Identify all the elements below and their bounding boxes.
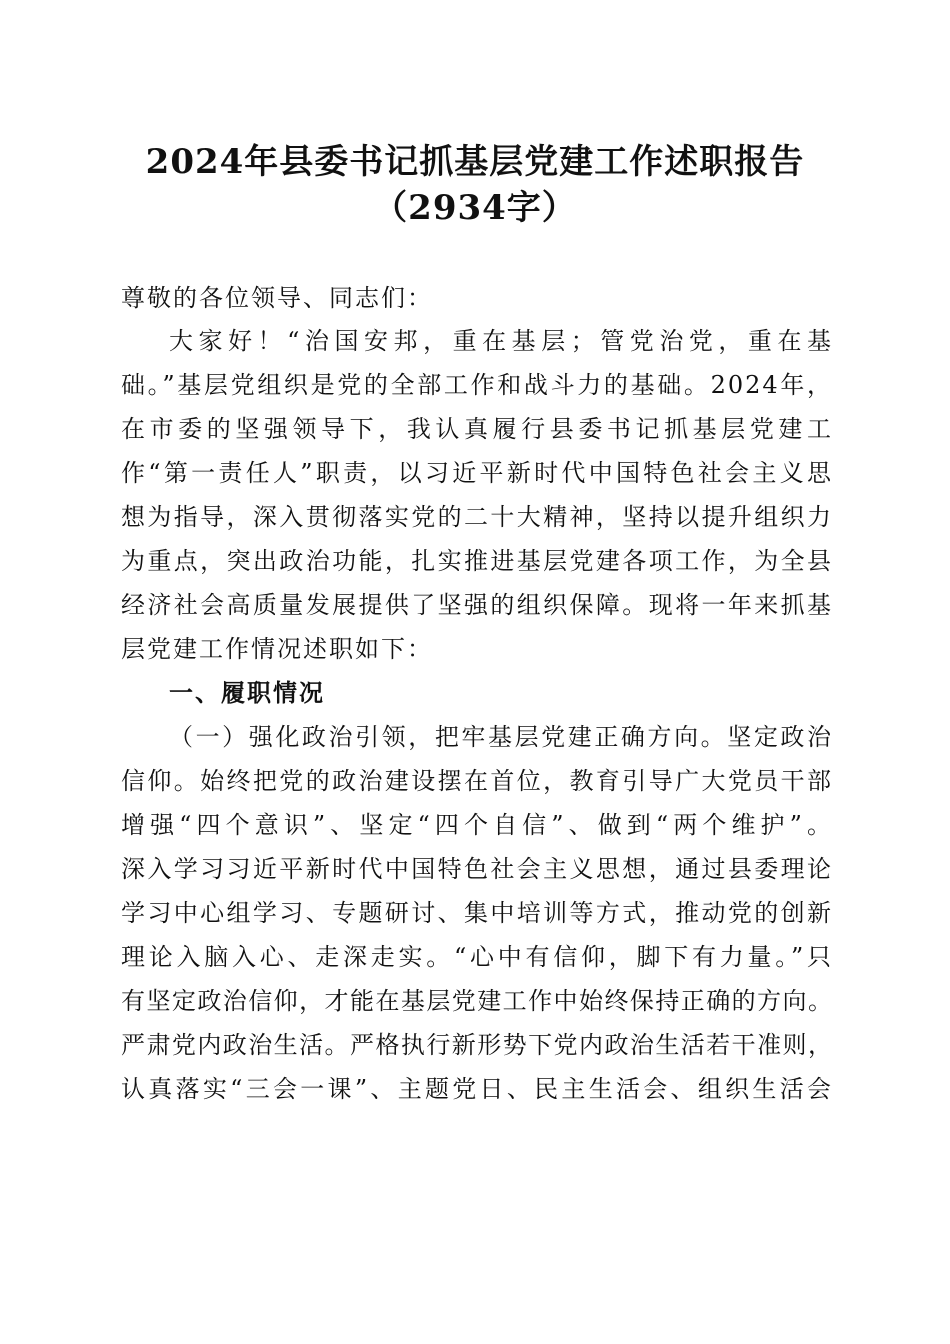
paragraph-line: 在市委的坚强领导下，我认真履行县委书记抓基层党建工 xyxy=(121,415,833,443)
paragraph-line: 严肃党内政治生活。严格执行新形势下党内政治生活若干准则， xyxy=(121,1031,833,1059)
paragraph-line: 层党建工作情况述职如下： xyxy=(121,635,433,663)
paragraph-line: 理论入脑入心、走深走实。“心中有信仰，脚下有力量。”只 xyxy=(121,943,833,971)
paragraph-line: 作“第一责任人”职责，以习近平新时代中国特色社会主义思 xyxy=(121,459,833,487)
paragraph-line: 增强“四个意识”、坚定“四个自信”、做到“两个维护”。 xyxy=(121,811,833,839)
paragraph-line: 想为指导，深入贯彻落实党的二十大精神，坚持以提升组织力 xyxy=(121,503,833,531)
paragraph-line: 认真落实“三会一课”、主题党日、民主生活会、组织生活会 xyxy=(121,1075,833,1103)
paragraph-line: 为重点，突出政治功能，扎实推进基层党建各项工作，为全县 xyxy=(121,547,833,575)
document-word-count: （2934字） xyxy=(373,188,577,228)
paragraph-line: 础。”基层党组织是党的全部工作和战斗力的基础。2024年， xyxy=(121,371,833,399)
paragraph-line: 深入学习习近平新时代中国特色社会主义思想，通过县委理论 xyxy=(121,855,833,883)
paragraph-line: 学习中心组学习、专题研讨、集中培训等方式，推动党的创新 xyxy=(121,899,833,927)
paragraph-line: 有坚定政治信仰，才能在基层党建工作中始终保持正确的方向。 xyxy=(121,987,833,1015)
paragraph-line: （一）强化政治引领，把牢基层党建正确方向。坚定政治 xyxy=(169,723,833,751)
paragraph-line: 大家好！“治国安邦，重在基层；管党治党，重在基 xyxy=(169,327,833,355)
section-heading: 一、履职情况 xyxy=(169,678,325,707)
paragraph-line: 信仰。始终把党的政治建设摆在首位，教育引导广大党员干部 xyxy=(121,767,833,795)
document-title: 2024年县委书记抓基层党建工作述职报告 xyxy=(145,142,805,182)
salutation: 尊敬的各位领导、同志们： xyxy=(121,284,433,312)
paragraph-line: 经济社会高质量发展提供了坚强的组织保障。现将一年来抓基 xyxy=(121,591,833,619)
